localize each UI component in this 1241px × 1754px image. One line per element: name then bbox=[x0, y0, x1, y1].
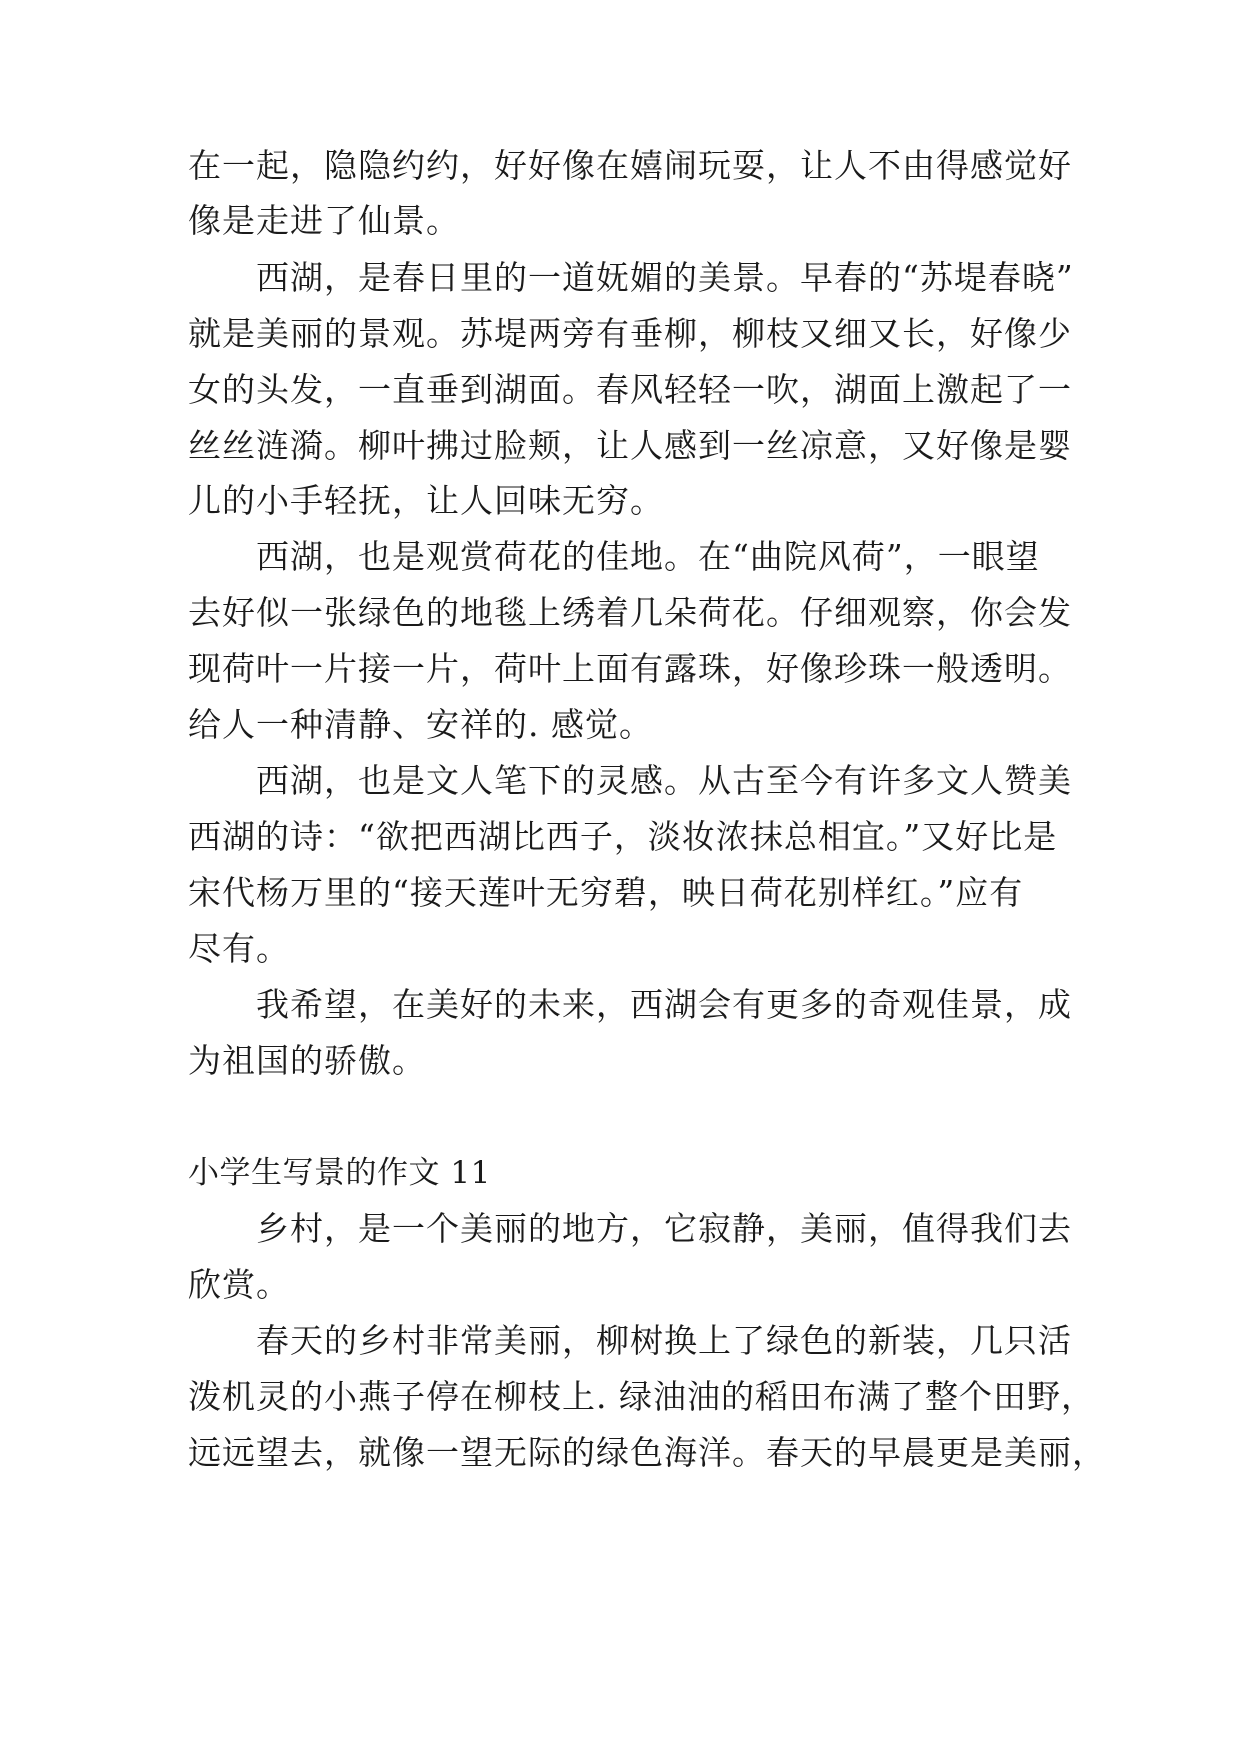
paragraph-line: 西湖，也是文人笔下的灵感。从古至今有许多文人赞美 bbox=[256, 761, 1072, 800]
section-title: 小学生写景的作文 11 bbox=[188, 1155, 491, 1191]
paragraph-line: 远远望去，就像一望无际的绿色海洋。春天的早晨更是美丽， bbox=[188, 1433, 1106, 1472]
paragraph-line: 春天的乡村非常美丽，柳树换上了绿色的新装，几只活 bbox=[256, 1321, 1072, 1360]
paragraph-line: 西湖，也是观赏荷花的佳地。在“曲院风荷”，一眼望 bbox=[256, 537, 1040, 576]
paragraph-line: 现荷叶一片接一片，荷叶上面有露珠，好像珍珠一般透明。 bbox=[188, 649, 1072, 688]
paragraph-line: 尽有。 bbox=[188, 929, 290, 968]
paragraph-line: 在一起，隐隐约约，好好像在嬉闹玩耍，让人不由得感觉好 bbox=[188, 146, 1072, 185]
paragraph-line: 宋代杨万里的“接天莲叶无穷碧，映日荷花别样红。”应有 bbox=[188, 873, 1024, 912]
paragraph-line: 去好似一张绿色的地毯上绣着几朵荷花。仔细观察，你会发 bbox=[188, 593, 1072, 632]
paragraph-line: 像是走进了仙景。 bbox=[188, 201, 460, 240]
paragraph-line: 给人一种清静、安祥的. 感觉。 bbox=[188, 705, 653, 744]
paragraph-line: 丝丝涟漪。柳叶拂过脸颊，让人感到一丝凉意，又好像是婴 bbox=[188, 426, 1072, 465]
paragraph-line: 为祖国的骄傲。 bbox=[188, 1041, 426, 1080]
paragraph-line: 西湖，是春日里的一道妩媚的美景。早春的“苏堤春晓” bbox=[256, 258, 1074, 297]
paragraph-line: 泼机灵的小燕子停在柳枝上. 绿油油的稻田布满了整个田野， bbox=[188, 1377, 1095, 1416]
paragraph-line: 我希望，在美好的未来，西湖会有更多的奇观佳景，成 bbox=[256, 985, 1072, 1024]
paragraph-line: 西湖的诗：“欲把西湖比西子，淡妆浓抹总相宜。”又好比是 bbox=[188, 817, 1058, 856]
paragraph-line: 欣赏。 bbox=[188, 1265, 290, 1304]
paragraph-line: 乡村，是一个美丽的地方，它寂静，美丽，值得我们去 bbox=[256, 1209, 1072, 1248]
paragraph-line: 就是美丽的景观。苏堤两旁有垂柳，柳枝又细又长，好像少 bbox=[188, 314, 1072, 353]
paragraph-line: 儿的小手轻抚，让人回味无穷。 bbox=[188, 481, 664, 520]
paragraph-line: 女的头发，一直垂到湖面。春风轻轻一吹，湖面上激起了一 bbox=[188, 370, 1072, 409]
